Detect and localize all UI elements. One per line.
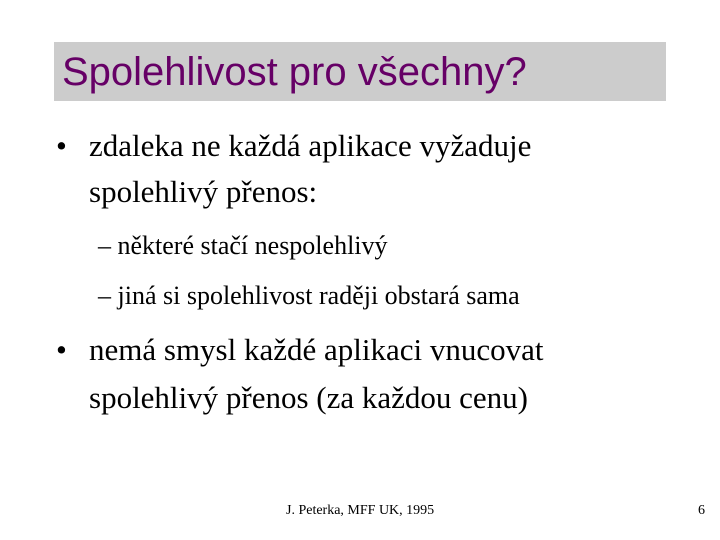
sub-item-1 (98, 230, 388, 262)
bullet-text-line-2: spolehlivý přenos (za každou cenu) (89, 380, 529, 415)
bullet-text-line-1: nemá smysl každé aplikaci vnucovat (89, 332, 544, 367)
bullet-text-line-1: zdaleka ne každá aplikace vyžaduje (89, 128, 532, 163)
sub-item-marker: – (98, 231, 111, 260)
sub-item-text: některé stačí nespolehlivý (117, 231, 388, 260)
slide-footer (0, 500, 720, 522)
bullet-text-line-2: spolehlivý přenos: (89, 174, 318, 209)
page-number: 6 (698, 503, 705, 518)
bullet-marker: • (56, 332, 67, 367)
footer-author: J. Peterka, MFF UK, 1995 (286, 503, 435, 518)
sub-item-text: jiná si spolehlivost raději obstará sama (117, 281, 520, 310)
bullet-marker: • (56, 128, 67, 163)
sub-item-marker: – (98, 281, 111, 310)
slide-title: Spolehlivost pro všechny? (62, 50, 527, 94)
sub-item-2 (98, 280, 520, 312)
